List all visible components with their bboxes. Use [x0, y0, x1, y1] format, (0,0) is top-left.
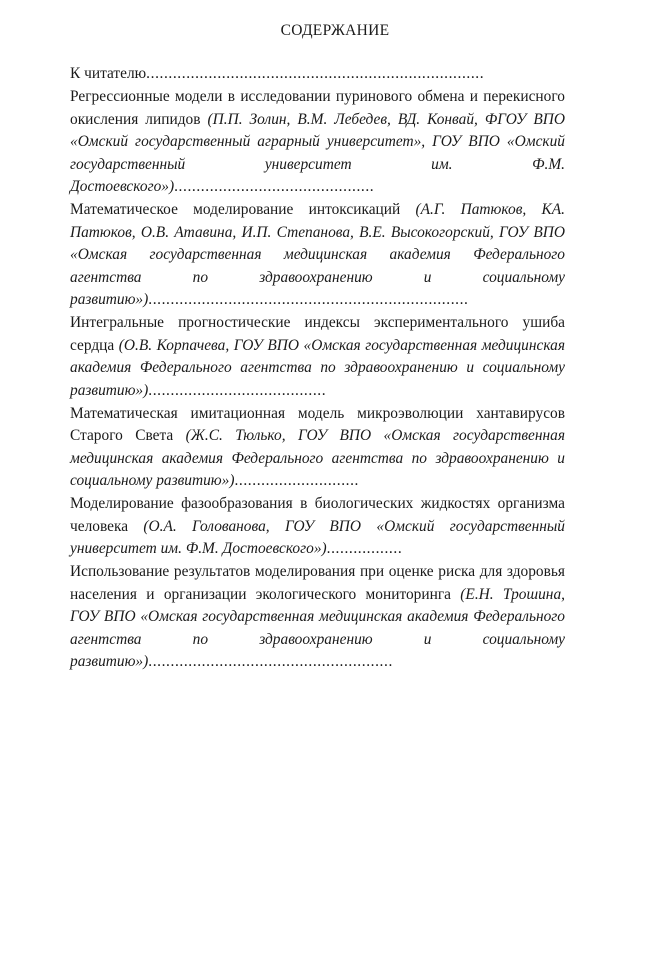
toc-dot-leader: ............................................................................ [146, 65, 485, 82]
toc-entry-title: Математическая имитационная модель микроэволюции хантавирусов Старого Света [70, 404, 565, 444]
toc-entry-title: Математическое моделирование интоксикаций [70, 201, 416, 218]
toc-entry-authors: (Ж.С. Тюлько, ГОУ ВПО «Омская государственная медицинская академия Федерального агентства по здравоохранению и социальному развитию») [70, 427, 565, 489]
toc-entry-authors: (О.А. Голованова, ГОУ ВПО «Омский государственный университет им. Ф.М. Достоевского») [70, 517, 565, 557]
toc-dot-leader: ............................ [234, 472, 359, 489]
toc-entry [70, 561, 565, 674]
toc-entry-authors: (Е.Н. Трошина, ГОУ ВПО «Омская государственная медицинская академия Федерального агентства по здравоохранению и социальному развитию») [70, 585, 565, 670]
toc-entry-title: Регрессионные модели в исследовании пуринового обмена и перекисного окисления липидов [70, 88, 565, 128]
toc-entry [70, 403, 565, 493]
toc-entry [70, 86, 565, 199]
toc-entry [70, 63, 565, 86]
toc-entry-title: Интегральные прогностические индексы экспериментального ушиба сердца [70, 314, 565, 354]
toc-entry [70, 199, 565, 312]
toc-dot-leader: ........................................................................ [148, 291, 469, 308]
toc-entry-title: Моделирование фазообразования в биологических жидкостях организма человека [70, 495, 565, 535]
toc-entry-title: Использование результатов моделирования при оценке риска для здоровья населения и организации экологического мониторинга [70, 563, 565, 603]
toc-dot-leader: ........................................ [148, 381, 327, 399]
toc-dot-leader: ....................................................... [148, 653, 393, 670]
toc-entry-authors: (О.В. Корпачева, ГОУ ВПО «Омская государственная медицинская академия Федерального агентства по здравоохранению и социальному развитию») [70, 336, 565, 399]
toc-entry [70, 312, 565, 402]
toc-dot-leader: ............................................. [174, 178, 375, 195]
toc-entry [70, 493, 565, 561]
toc-dot-leader: ................. [326, 540, 403, 557]
toc-entry-title: К читателю [70, 65, 147, 82]
toc-entry-authors: (П.П. Золин, В.М. Лебедев, ВД. Конвай, ФГОУ ВПО «Омский государственный аграрный университет», ГОУ ВПО «Омский государственный университет им. Ф.М. Достоевского») [70, 110, 565, 195]
page-title: СОДЕРЖАНИЕ [280, 22, 390, 39]
table-of-contents [70, 63, 565, 674]
toc-entry-authors: (А.Г. Патюков, КА. Патюков, О.В. Атавина, И.П. Степанова, В.Е. Высокогорский, ГОУ ВПО «Омская государственная медицинская академия Федерального агентства по здравоохранению и социальному развитию») [70, 201, 565, 308]
